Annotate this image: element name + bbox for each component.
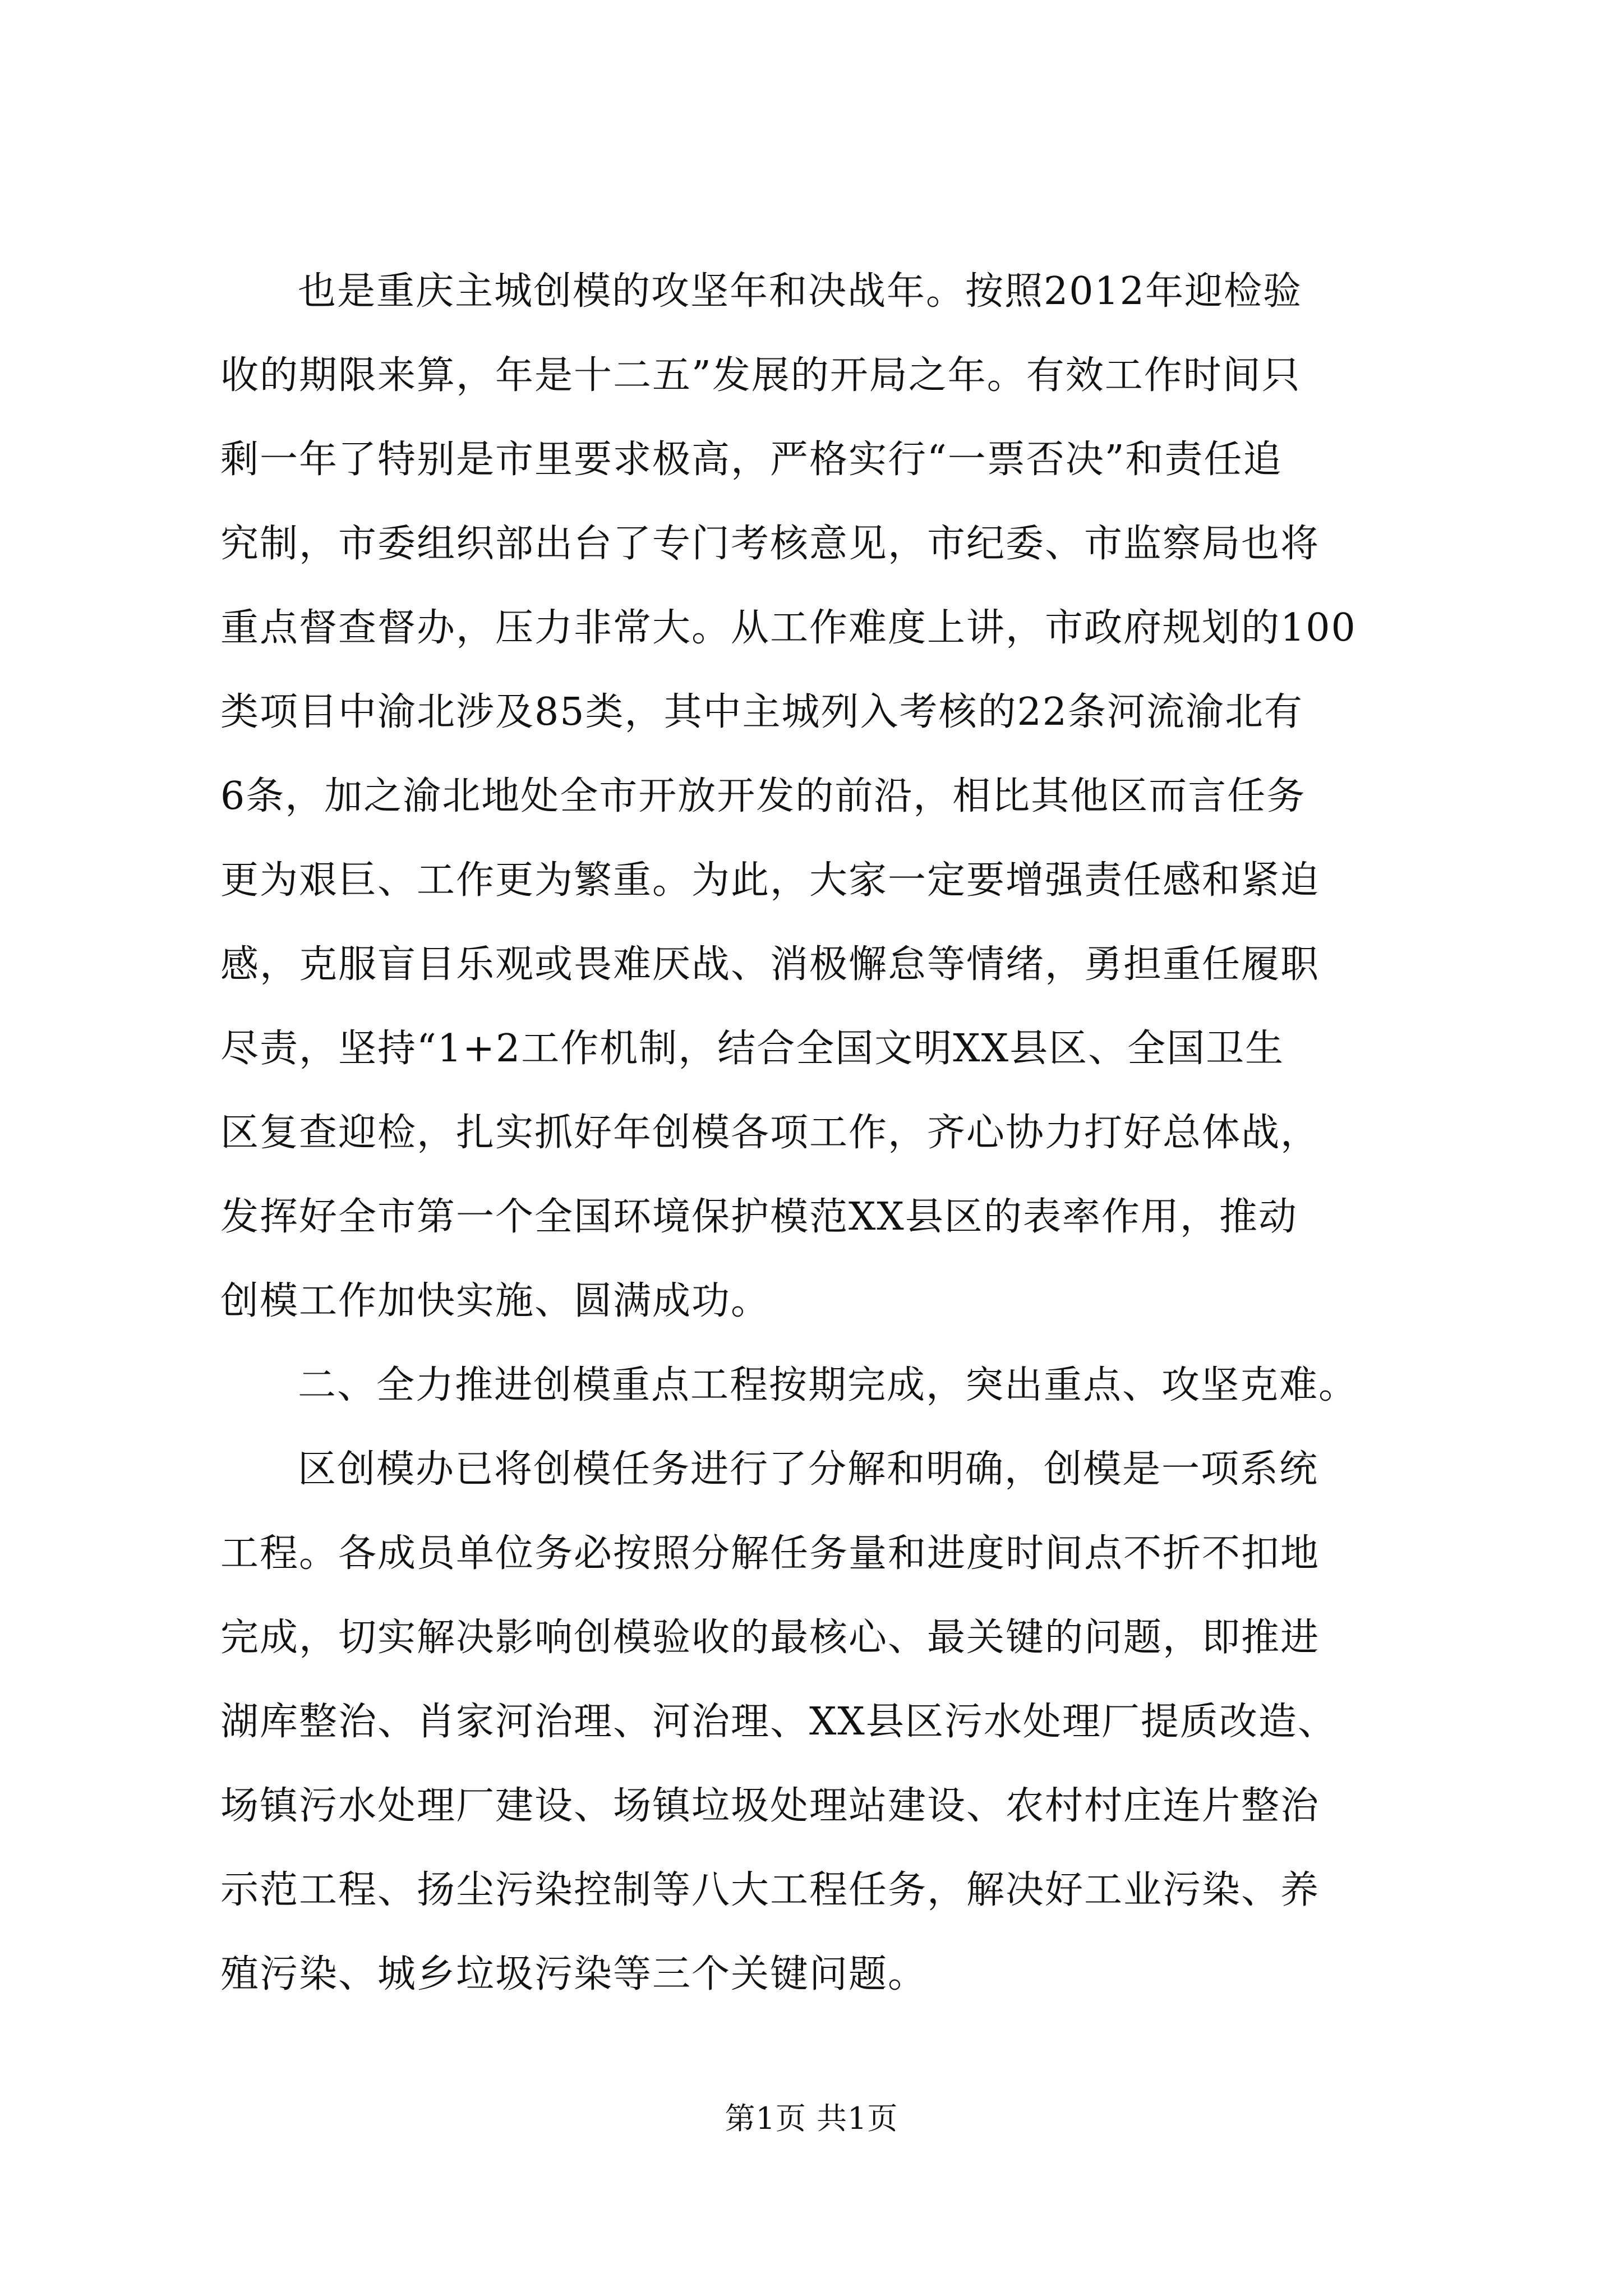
paragraph-1-line-9: 感，克服盲目乐观或畏难厌战、消极懈怠等情绪，勇担重任履职	[220, 942, 1320, 987]
section-heading-2: 二、全力推进创模重点工程按期完成，突出重点、攻坚克难。	[298, 1363, 1358, 1407]
paragraph-2-line-2: 工程。各成员单位务必按照分解任务量和进度时间点不折不扣地	[220, 1531, 1320, 1576]
paragraph-1-line-3: 剩一年了特别是市里要求极高，严格实行“一票否决”和责任追	[220, 438, 1283, 482]
paragraph-1-line-10: 尽责，坚持“1+2工作机制，结合全国文明XX县区、全国卫生	[220, 1027, 1285, 1071]
paragraph-2-line-6: 示范工程、扬尘污染控制等八大工程任务，解决好工业污染、养	[220, 1868, 1320, 1912]
paragraph-1-line-5: 重点督查督办，压力非常大。从工作难度上讲，市政府规划的100	[220, 606, 1357, 650]
page-footer: 第1页 共1页	[725, 2101, 898, 2136]
paragraph-1-line-12: 发挥好全市第一个全国环境保护模范XX县区的表率作用，推动	[220, 1195, 1298, 1239]
paragraph-1-line-8: 更为艰巨、工作更为繁重。为此，大家一定要增强责任感和紧迫	[220, 858, 1320, 903]
paragraph-1-line-13: 创模工作加快实施、圆满成功。	[220, 1279, 771, 1323]
paragraph-2-line-3: 完成，切实解决影响创模验收的最核心、最关键的问题，即推进	[220, 1616, 1320, 1660]
paragraph-2-line-4: 湖库整治、肖家河治理、河治理、XX县区污水处理厂提质改造、	[220, 1700, 1337, 1744]
paragraph-1-line-2: 收的期限来算，年是十二五”发展的开局之年。有效工作时间只	[220, 353, 1301, 398]
paragraph-2-line-1: 区创模办已将创模任务进行了分解和明确，创模是一项系统	[298, 1447, 1319, 1492]
paragraph-2-line-7: 殖污染、城乡垃圾污染等三个关键问题。	[220, 1952, 928, 1996]
paragraph-1-line-1: 也是重庆主城创模的攻坚年和决战年。按照2012年迎检验	[298, 269, 1303, 314]
paragraph-1-line-7: 6条，加之渝北地处全市开放开发的前沿，相比其他区而言任务	[220, 774, 1306, 818]
paragraph-1-line-6: 类项目中渝北涉及85类，其中主城列入考核的22条河流渝北有	[220, 690, 1304, 734]
paragraph-2-line-5: 场镇污水处理厂建设、场镇垃圾处理站建设、农村村庄连片整治	[220, 1784, 1320, 1828]
paragraph-1-line-4: 究制，市委组织部出台了专门考核意见，市纪委、市监察局也将	[220, 522, 1320, 566]
paragraph-1-line-11: 区复查迎检，扎实抓好年创模各项工作，齐心协力打好总体战，	[220, 1111, 1320, 1155]
